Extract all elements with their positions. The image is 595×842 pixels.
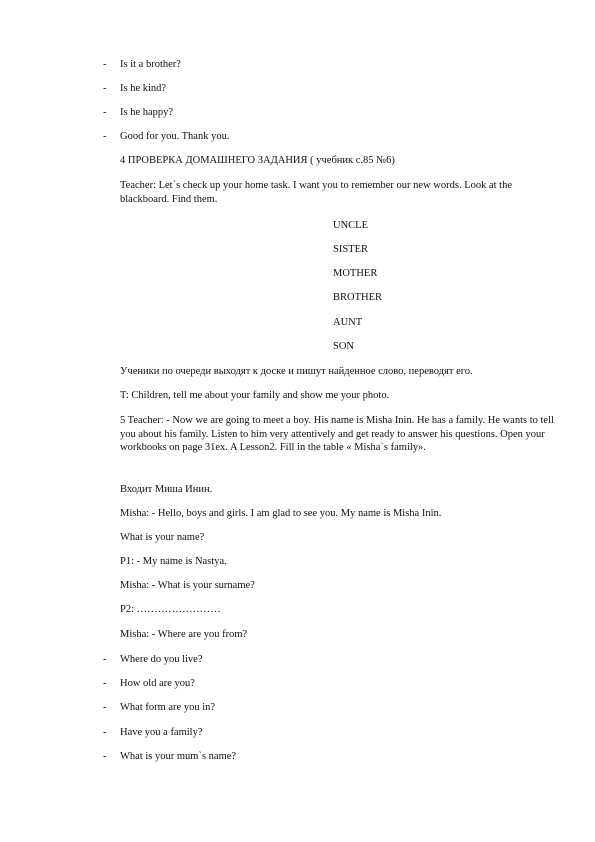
- vocabulary-word: SON: [333, 341, 355, 352]
- bullet-dash: -: [103, 59, 107, 70]
- bullet-dash: -: [103, 751, 107, 762]
- bullet-dash: -: [103, 678, 107, 689]
- dialogue-line: Misha: - Where are you from?: [120, 629, 248, 640]
- bullet-dash: -: [103, 131, 107, 142]
- bullet-item: Is it a brother?: [120, 59, 181, 70]
- bullet-item: Where do you live?: [120, 654, 203, 665]
- vocabulary-word: BROTHER: [333, 292, 383, 303]
- vocabulary-word: AUNT: [333, 317, 363, 328]
- dialogue-line: P1: - My name is Nastya.: [120, 556, 227, 567]
- vocabulary-word: UNCLE: [333, 220, 368, 231]
- students-note: Ученики по очереди выходят к доске и пишут найденное слово, переводят его.: [120, 366, 473, 377]
- bullet-item: Good for you. Thank you.: [120, 131, 230, 142]
- bullet-dash: -: [103, 727, 107, 738]
- vocabulary-word: MOTHER: [333, 268, 378, 279]
- bullet-dash: -: [103, 702, 107, 713]
- teacher-instruction: Teacher: Let`s check up your home task. I want you to remember our new words. Look at the blackboard. Find them.: [120, 180, 513, 205]
- section-five-paragraph: 5 Teacher: - Now we are going to meet a boy. His name is Misha Inin. He has a family. He wants to tell you about his family. Listen to him very attentively and get ready to answer his questions. Open your workbooks on page 31ex. A Lesson2. Fill in the table « Misha`s family».: [120, 415, 554, 453]
- bullet-item: Is he happy?: [120, 107, 174, 118]
- bullet-item: Is he kind?: [120, 83, 167, 94]
- bullet-item: What form are you in?: [120, 702, 216, 713]
- bullet-dash: -: [103, 107, 107, 118]
- dialogue-line: Misha: - Hello, boys and girls. I am glad to see you. My name is Misha Inin.: [120, 508, 442, 519]
- section-heading: 4 ПРОВЕРКА ДОМАШНЕГО ЗАДАНИЯ ( учебник с.85 №6): [120, 155, 395, 166]
- bullet-dash: -: [103, 654, 107, 665]
- bullet-item: Have you a family?: [120, 727, 203, 738]
- vocabulary-word: SISTER: [333, 244, 369, 255]
- dialogue-line: What is your name?: [120, 532, 205, 543]
- bullet-dash: -: [103, 83, 107, 94]
- bullet-item: How old are you?: [120, 678, 195, 689]
- dialogue-line: Misha: - What is your surname?: [120, 580, 255, 591]
- teacher-prompt: T: Children, tell me about your family and show me your photo.: [120, 390, 390, 401]
- stage-direction: Входит Миша Инин.: [120, 484, 213, 495]
- bullet-item: What is your mum`s name?: [120, 751, 237, 762]
- dialogue-line: P2: ……………………: [120, 604, 221, 615]
